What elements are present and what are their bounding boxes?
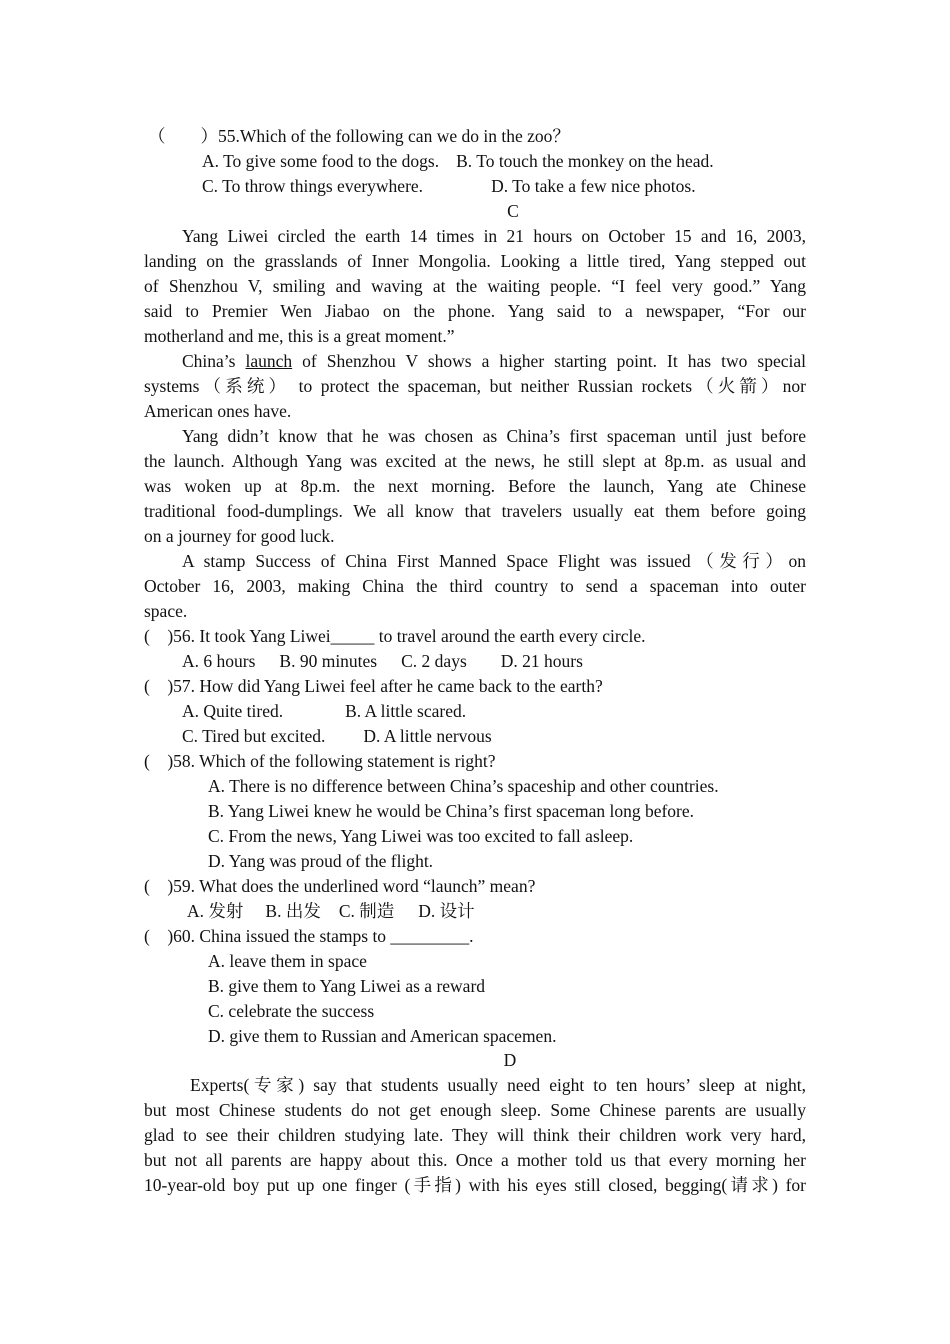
section-c-p3-line-4: traditional food-dumplings. We all know that travelers usually eat them before going xyxy=(144,501,806,521)
question-55-stem: （ ）55.Which of the following can we do in the zoo？ xyxy=(148,126,570,146)
question-60-option-b: B. give them to Yang Liwei as a reward xyxy=(208,976,486,996)
question-59-option-c: C. 制造 xyxy=(338,901,395,921)
question-56-option-c: C. 2 days xyxy=(401,651,467,671)
question-57-option-c: C. Tired but excited. xyxy=(182,726,326,746)
question-59-option-d: D. 设计 xyxy=(418,901,475,921)
question-59-option-a: A. 发射 xyxy=(187,901,244,921)
section-d-line-1: Experts(专家) say that students usually need eight to ten hours’ sleep at night, xyxy=(190,1075,806,1095)
question-58-option-b: B. Yang Liwei knew he would be China’s first spaceman long before. xyxy=(208,801,695,821)
section-c-p3-line-3: was woken up at 8p.m. the next morning. Before the launch, Yang ate Chinese xyxy=(144,476,806,496)
section-c-p1-line-3: of Shenzhou V, smiling and waving at the waiting people. “I feel very good.” Yang xyxy=(144,276,806,296)
question-56-option-d: D. 21 hours xyxy=(500,651,583,671)
section-c-p3-line-2: the launch. Although Yang was excited at the news, he still slept at 8p.m. as usual and xyxy=(144,451,806,471)
question-55-option-d: D. To take a few nice photos. xyxy=(491,176,696,196)
section-d-line-3: glad to see their children studying late. They will think their children work very hard, xyxy=(144,1125,806,1145)
question-56-option-b: B. 90 minutes xyxy=(279,651,378,671)
section-c-p2-line-3: American ones have. xyxy=(144,401,292,421)
question-58-option-c: C. From the news, Yang Liwei was too excited to fall asleep. xyxy=(208,826,634,846)
question-57-stem: ( )57. How did Yang Liwei feel after he came back to the earth? xyxy=(144,676,603,696)
section-c-p3-line-5: on a journey for good luck. xyxy=(144,526,335,546)
section-c-p2-post: of Shenzhou V shows a higher starting point. It has two special xyxy=(292,351,806,371)
question-55-options-cd xyxy=(202,174,806,199)
question-58-stem: ( )58. Which of the following statement is right? xyxy=(144,751,496,771)
question-59-options xyxy=(187,899,806,924)
section-c-p4-line-2: October 16, 2003, making China the third country to send a spaceman into outer xyxy=(144,576,806,596)
question-60-option-c: C. celebrate the success xyxy=(208,1001,375,1021)
question-57-options-cd xyxy=(182,724,806,749)
section-c-p3-line-1: Yang didn’t know that he was chosen as China’s first spaceman until just before xyxy=(182,426,806,446)
question-58-option-d: D. Yang was proud of the flight. xyxy=(208,851,434,871)
question-57-options-ab xyxy=(182,699,806,724)
section-c-p1-line-4: said to Premier Wen Jiabao on the phone. Yang said to a newspaper, “For our xyxy=(144,301,806,321)
question-59-stem: ( )59. What does the underlined word “launch” mean? xyxy=(144,876,536,896)
question-56-options xyxy=(182,649,806,674)
question-57-option-a: A. Quite tired. xyxy=(182,701,284,721)
question-56-stem: ( )56. It took Yang Liwei_____ to travel around the earth every circle. xyxy=(144,626,646,646)
question-56-option-a: A. 6 hours xyxy=(182,651,256,671)
section-c-p4-line-3: space. xyxy=(144,601,188,621)
section-c-heading: C xyxy=(507,201,519,221)
section-d-line-4: but not all parents are happy about this. Once a mother told us that every morning her xyxy=(144,1150,806,1170)
section-c-p1-line-5: motherland and me, this is a great moment.” xyxy=(144,326,455,346)
section-c-p1-line-1: Yang Liwei circled the earth 14 times in 21 hours on October 15 and 16, 2003, xyxy=(182,226,806,246)
underlined-word-launch: launch xyxy=(245,351,293,371)
question-60-stem: ( )60. China issued the stamps to _________. xyxy=(144,926,474,946)
section-d-heading: D xyxy=(503,1050,517,1070)
question-57-option-d: D. A little nervous xyxy=(363,726,492,746)
question-55-option-b: B. To touch the monkey on the head. xyxy=(456,151,714,171)
question-55-option-c: C. To throw things everywhere. xyxy=(202,176,424,196)
question-55-option-a: A. To give some food to the dogs. xyxy=(202,151,440,171)
section-c-p1-line-2: landing on the grasslands of Inner Mongolia. Looking a little tired, Yang stepped out xyxy=(144,251,806,271)
question-57-option-b: B. A little scared. xyxy=(345,701,467,721)
question-60-option-a: A. leave them in space xyxy=(208,951,367,971)
question-58-option-a: A. There is no difference between China’s spaceship and other countries. xyxy=(208,776,719,796)
question-60-option-d: D. give them to Russian and American spacemen. xyxy=(208,1026,557,1046)
section-c-p4-line-1: A stamp Success of China First Manned Space Flight was issued（发行）on xyxy=(182,551,806,571)
section-d-line-5: 10-year-old boy put up one finger (手指) with his eyes still closed, begging(请求) for xyxy=(144,1175,806,1195)
section-c-p2-pre: China’s xyxy=(182,351,246,371)
section-d-line-2: but most Chinese students do not get enough sleep. Some Chinese parents are usually xyxy=(144,1100,806,1120)
question-59-option-b: B. 出发 xyxy=(265,901,321,921)
question-55-options-ab xyxy=(202,149,806,174)
section-c-p2-line-2: systems（系统） to protect the spaceman, but neither Russian rockets（火箭）nor xyxy=(144,376,806,396)
section-c-p2-line-1 xyxy=(182,349,806,374)
